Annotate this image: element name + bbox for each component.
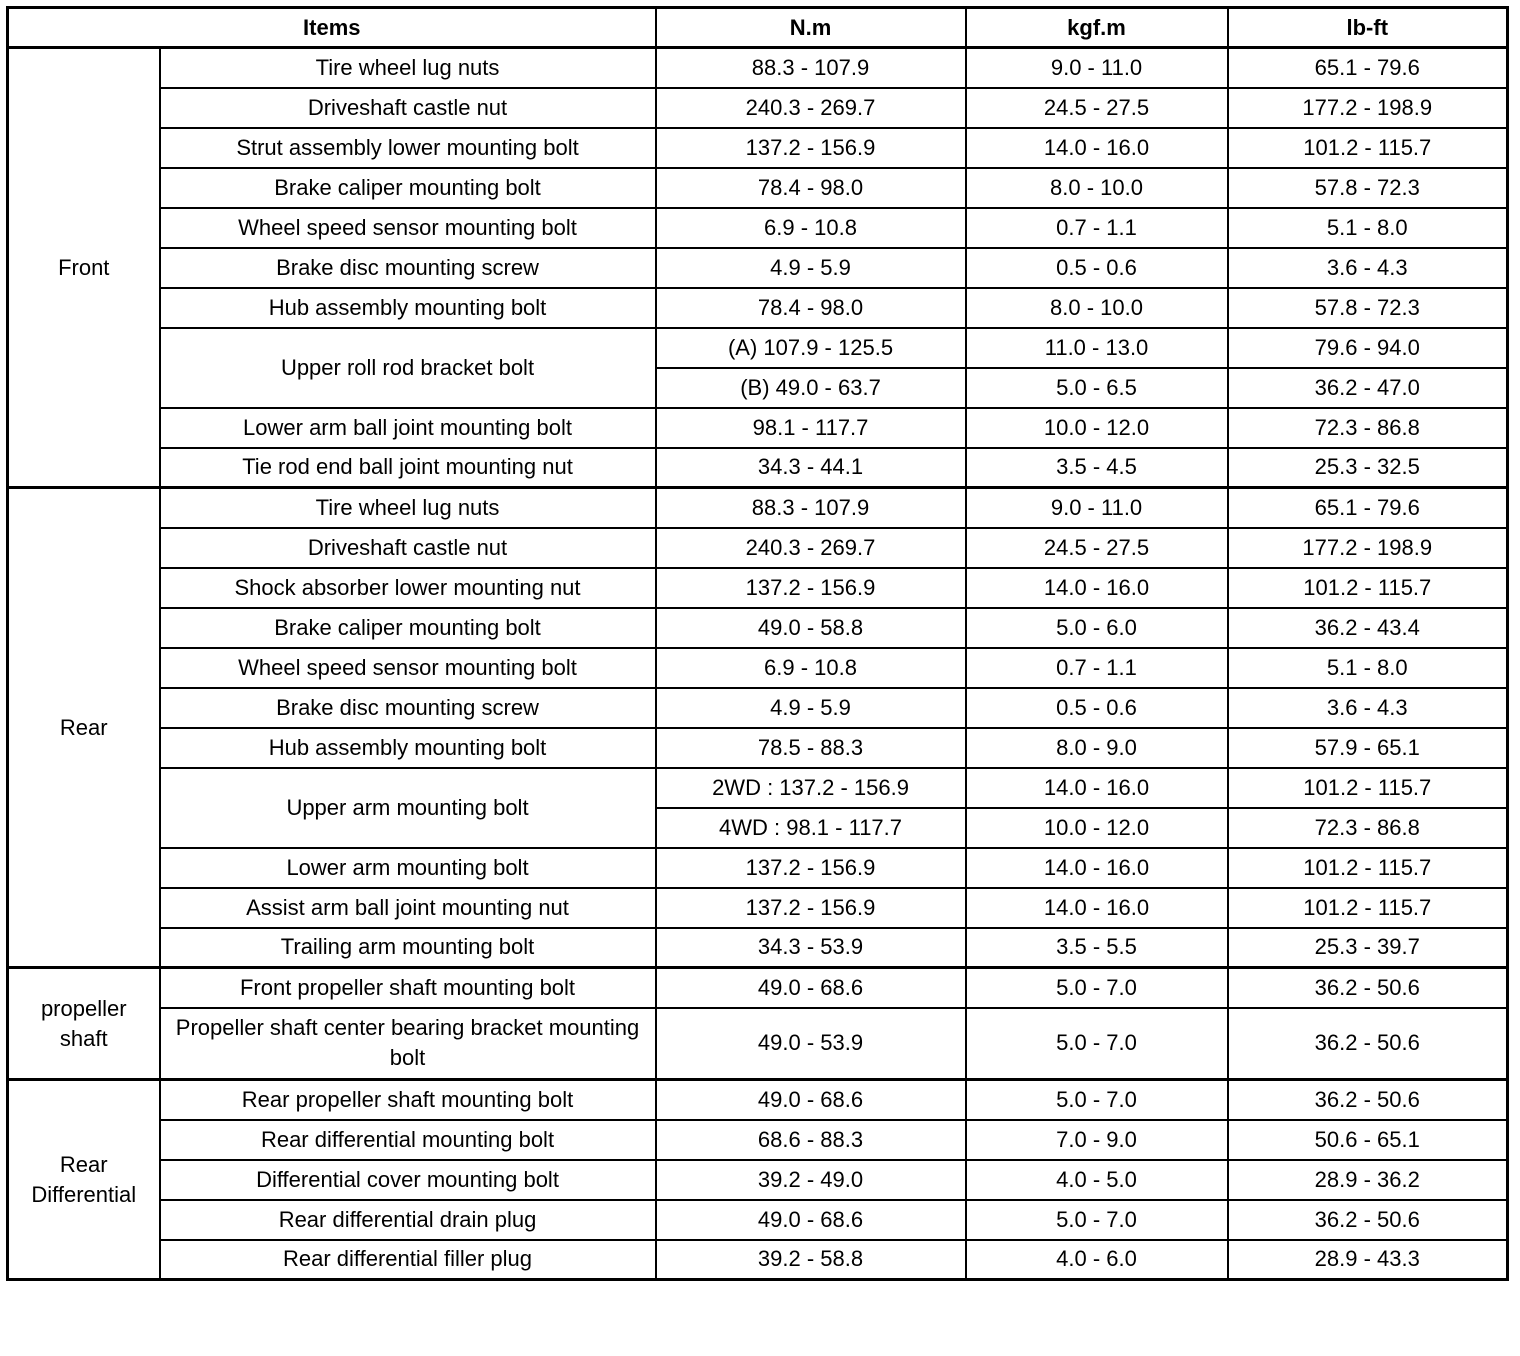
value-kgf: 24.5 - 27.5 — [966, 528, 1228, 568]
value-lbft: 36.2 - 50.6 — [1228, 968, 1508, 1008]
value-nm: 2WD : 137.2 - 156.9 — [656, 768, 966, 808]
value-lbft: 28.9 - 36.2 — [1228, 1160, 1508, 1200]
value-lbft: 101.2 - 115.7 — [1228, 888, 1508, 928]
table-row — [8, 1008, 1508, 1080]
table-row — [8, 648, 1508, 688]
value-kgf: 0.7 - 1.1 — [966, 208, 1228, 248]
value-nm: 4.9 - 5.9 — [656, 688, 966, 728]
item-name: Upper roll rod bracket bolt — [160, 328, 656, 408]
value-lbft: 36.2 - 43.4 — [1228, 608, 1508, 648]
value-lbft: 101.2 - 115.7 — [1228, 568, 1508, 608]
value-kgf: 5.0 - 7.0 — [966, 1200, 1228, 1240]
value-nm: 88.3 - 107.9 — [656, 48, 966, 88]
value-lbft: 5.1 - 8.0 — [1228, 648, 1508, 688]
item-name: Upper arm mounting bolt — [160, 768, 656, 848]
value-lbft: 5.1 - 8.0 — [1228, 208, 1508, 248]
value-lbft: 72.3 - 86.8 — [1228, 408, 1508, 448]
value-nm: 240.3 - 269.7 — [656, 88, 966, 128]
value-lbft: 3.6 - 4.3 — [1228, 688, 1508, 728]
value-nm: 78.4 - 98.0 — [656, 168, 966, 208]
table-row — [8, 1200, 1508, 1240]
item-name: Brake caliper mounting bolt — [160, 608, 656, 648]
table-row — [8, 448, 1508, 488]
value-nm: 34.3 - 53.9 — [656, 928, 966, 968]
value-nm: 49.0 - 53.9 — [656, 1008, 966, 1080]
value-nm: 68.6 - 88.3 — [656, 1120, 966, 1160]
item-name: Rear differential drain plug — [160, 1200, 656, 1240]
value-lbft: 72.3 - 86.8 — [1228, 808, 1508, 848]
value-lbft: 57.9 - 65.1 — [1228, 728, 1508, 768]
value-kgf: 14.0 - 16.0 — [966, 128, 1228, 168]
value-kgf: 8.0 - 10.0 — [966, 168, 1228, 208]
item-name: Rear propeller shaft mounting bolt — [160, 1080, 656, 1120]
table-body — [8, 48, 1508, 1280]
item-name: Driveshaft castle nut — [160, 88, 656, 128]
value-lbft: 36.2 - 50.6 — [1228, 1080, 1508, 1120]
torque-spec-table — [6, 6, 1509, 1281]
value-kgf: 0.5 - 0.6 — [966, 248, 1228, 288]
value-kgf: 4.0 - 6.0 — [966, 1240, 1228, 1280]
group-label: Rear — [8, 488, 160, 968]
value-kgf: 0.5 - 0.6 — [966, 688, 1228, 728]
item-name: Rear differential filler plug — [160, 1240, 656, 1280]
table-row — [8, 688, 1508, 728]
value-kgf: 5.0 - 7.0 — [966, 1008, 1228, 1080]
table-row — [8, 408, 1508, 448]
item-name: Tie rod end ball joint mounting nut — [160, 448, 656, 488]
value-nm: 4WD : 98.1 - 117.7 — [656, 808, 966, 848]
value-kgf: 5.0 - 7.0 — [966, 968, 1228, 1008]
group-label: propeller shaft — [8, 968, 160, 1080]
value-kgf: 3.5 - 4.5 — [966, 448, 1228, 488]
value-nm: 49.0 - 58.8 — [656, 608, 966, 648]
header-lbft: lb-ft — [1228, 8, 1508, 48]
item-name: Driveshaft castle nut — [160, 528, 656, 568]
table-row — [8, 1240, 1508, 1280]
value-lbft: 57.8 - 72.3 — [1228, 168, 1508, 208]
value-kgf: 5.0 - 7.0 — [966, 1080, 1228, 1120]
table-row — [8, 488, 1508, 528]
item-name: Lower arm ball joint mounting bolt — [160, 408, 656, 448]
item-name: Strut assembly lower mounting bolt — [160, 128, 656, 168]
item-name: Wheel speed sensor mounting bolt — [160, 208, 656, 248]
value-kgf: 11.0 - 13.0 — [966, 328, 1228, 368]
item-name: Hub assembly mounting bolt — [160, 288, 656, 328]
item-name: Hub assembly mounting bolt — [160, 728, 656, 768]
header-row — [8, 8, 1508, 48]
group-label: Rear Differential — [8, 1080, 160, 1280]
table-row — [8, 528, 1508, 568]
value-lbft: 36.2 - 50.6 — [1228, 1008, 1508, 1080]
value-nm: 49.0 - 68.6 — [656, 1080, 966, 1120]
value-lbft: 177.2 - 198.9 — [1228, 528, 1508, 568]
value-nm: 34.3 - 44.1 — [656, 448, 966, 488]
value-nm: 88.3 - 107.9 — [656, 488, 966, 528]
value-kgf: 9.0 - 11.0 — [966, 488, 1228, 528]
value-lbft: 25.3 - 32.5 — [1228, 448, 1508, 488]
value-nm: 240.3 - 269.7 — [656, 528, 966, 568]
table-row — [8, 88, 1508, 128]
value-nm: (A) 107.9 - 125.5 — [656, 328, 966, 368]
value-nm: 78.5 - 88.3 — [656, 728, 966, 768]
table-row — [8, 248, 1508, 288]
value-lbft: 101.2 - 115.7 — [1228, 128, 1508, 168]
value-lbft: 3.6 - 4.3 — [1228, 248, 1508, 288]
value-nm: 137.2 - 156.9 — [656, 888, 966, 928]
item-name: Trailing arm mounting bolt — [160, 928, 656, 968]
value-kgf: 3.5 - 5.5 — [966, 928, 1228, 968]
table-row — [8, 768, 1508, 808]
table-row — [8, 608, 1508, 648]
value-nm: 137.2 - 156.9 — [656, 848, 966, 888]
item-name: Differential cover mounting bolt — [160, 1160, 656, 1200]
value-kgf: 14.0 - 16.0 — [966, 888, 1228, 928]
value-kgf: 5.0 - 6.0 — [966, 608, 1228, 648]
item-name: Front propeller shaft mounting bolt — [160, 968, 656, 1008]
item-name: Wheel speed sensor mounting bolt — [160, 648, 656, 688]
value-kgf: 0.7 - 1.1 — [966, 648, 1228, 688]
value-kgf: 5.0 - 6.5 — [966, 368, 1228, 408]
table-row — [8, 208, 1508, 248]
value-lbft: 101.2 - 115.7 — [1228, 848, 1508, 888]
table-row — [8, 568, 1508, 608]
value-lbft: 57.8 - 72.3 — [1228, 288, 1508, 328]
table-row — [8, 328, 1508, 368]
value-kgf: 14.0 - 16.0 — [966, 848, 1228, 888]
table-row — [8, 168, 1508, 208]
group-label: Front — [8, 48, 160, 488]
value-lbft: 65.1 - 79.6 — [1228, 488, 1508, 528]
value-kgf: 14.0 - 16.0 — [966, 768, 1228, 808]
item-name: Assist arm ball joint mounting nut — [160, 888, 656, 928]
item-name: Brake disc mounting screw — [160, 688, 656, 728]
value-kgf: 8.0 - 9.0 — [966, 728, 1228, 768]
table-row — [8, 1120, 1508, 1160]
table-row — [8, 728, 1508, 768]
value-nm: (B) 49.0 - 63.7 — [656, 368, 966, 408]
value-nm: 137.2 - 156.9 — [656, 568, 966, 608]
header-items: Items — [8, 8, 656, 48]
value-kgf: 9.0 - 11.0 — [966, 48, 1228, 88]
value-nm: 39.2 - 58.8 — [656, 1240, 966, 1280]
value-kgf: 10.0 - 12.0 — [966, 808, 1228, 848]
value-kgf: 4.0 - 5.0 — [966, 1160, 1228, 1200]
item-name: Tire wheel lug nuts — [160, 488, 656, 528]
item-name: Brake caliper mounting bolt — [160, 168, 656, 208]
value-kgf: 10.0 - 12.0 — [966, 408, 1228, 448]
value-nm: 6.9 - 10.8 — [656, 648, 966, 688]
table-row — [8, 1080, 1508, 1120]
value-nm: 78.4 - 98.0 — [656, 288, 966, 328]
value-lbft: 65.1 - 79.6 — [1228, 48, 1508, 88]
value-kgf: 24.5 - 27.5 — [966, 88, 1228, 128]
value-lbft: 177.2 - 198.9 — [1228, 88, 1508, 128]
value-lbft: 25.3 - 39.7 — [1228, 928, 1508, 968]
value-lbft: 101.2 - 115.7 — [1228, 768, 1508, 808]
value-nm: 39.2 - 49.0 — [656, 1160, 966, 1200]
item-name: Shock absorber lower mounting nut — [160, 568, 656, 608]
table-row — [8, 288, 1508, 328]
value-kgf: 8.0 - 10.0 — [966, 288, 1228, 328]
value-lbft: 50.6 - 65.1 — [1228, 1120, 1508, 1160]
item-name: Rear differential mounting bolt — [160, 1120, 656, 1160]
value-lbft: 36.2 - 47.0 — [1228, 368, 1508, 408]
table-row — [8, 1160, 1508, 1200]
table-row — [8, 128, 1508, 168]
value-kgf: 14.0 - 16.0 — [966, 568, 1228, 608]
table-row — [8, 48, 1508, 88]
table-row — [8, 928, 1508, 968]
header-kgf: kgf.m — [966, 8, 1228, 48]
value-lbft: 28.9 - 43.3 — [1228, 1240, 1508, 1280]
value-kgf: 7.0 - 9.0 — [966, 1120, 1228, 1160]
table-row — [8, 848, 1508, 888]
value-nm: 6.9 - 10.8 — [656, 208, 966, 248]
item-name: Brake disc mounting screw — [160, 248, 656, 288]
item-name: Lower arm mounting bolt — [160, 848, 656, 888]
table-row — [8, 888, 1508, 928]
value-nm: 4.9 - 5.9 — [656, 248, 966, 288]
value-nm: 137.2 - 156.9 — [656, 128, 966, 168]
header-nm: N.m — [656, 8, 966, 48]
table-row — [8, 968, 1508, 1008]
value-lbft: 36.2 - 50.6 — [1228, 1200, 1508, 1240]
value-lbft: 79.6 - 94.0 — [1228, 328, 1508, 368]
value-nm: 98.1 - 117.7 — [656, 408, 966, 448]
value-nm: 49.0 - 68.6 — [656, 968, 966, 1008]
item-name: Propeller shaft center bearing bracket mounting bolt — [160, 1008, 656, 1080]
item-name: Tire wheel lug nuts — [160, 48, 656, 88]
value-nm: 49.0 - 68.6 — [656, 1200, 966, 1240]
